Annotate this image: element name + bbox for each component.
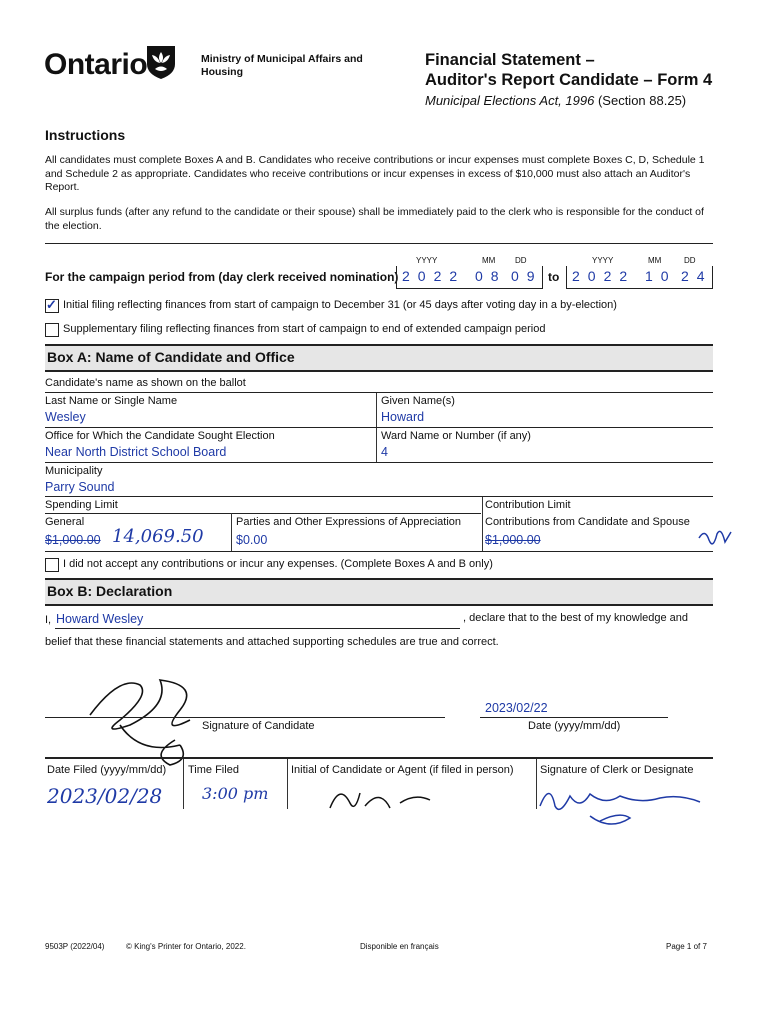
divider	[287, 759, 288, 809]
time-filed-field[interactable]: 3:00 pm	[202, 784, 269, 803]
declarant-name-field[interactable]: Howard Wesley	[56, 612, 144, 626]
divider	[482, 497, 483, 552]
last-name-field[interactable]: Wesley	[45, 410, 86, 424]
initial-filing-label: Initial filing reflecting finances from start of campaign to December 31 (or 45 days after voting day in a by-election)	[63, 299, 617, 311]
clerk-signature-label: Signature of Clerk or Designate	[540, 764, 694, 776]
form-title-line2: Auditor's Report Candidate – Form 4	[425, 71, 713, 89]
ontario-wordmark: Ontario	[44, 48, 148, 81]
to-date-box[interactable]	[566, 266, 713, 289]
act-name: Municipal Elections Act, 1996	[425, 93, 595, 108]
handwritten-initials-icon	[695, 524, 735, 552]
from-year: 2022	[402, 268, 466, 284]
divider	[183, 759, 184, 809]
divider	[55, 628, 460, 629]
spending-limit-label: Spending Limit	[45, 499, 118, 511]
candidate-signature-line	[45, 717, 445, 718]
act-reference	[425, 93, 755, 108]
box-b-header	[45, 580, 713, 606]
form-title-line1: Financial Statement –	[425, 51, 595, 69]
name-on-ballot-label: Candidate's name as shown on the ballot	[45, 377, 246, 389]
signature-of-candidate-label: Signature of Candidate	[202, 720, 315, 732]
to-day: 24	[681, 268, 713, 284]
given-name-field[interactable]: Howard	[381, 410, 425, 424]
contributions-label: Contributions from Candidate and Spouse	[485, 516, 690, 528]
contribution-limit-label: Contribution Limit	[485, 499, 571, 511]
divider	[45, 496, 713, 497]
initial-label: Initial of Candidate or Agent (if filed in person)	[291, 764, 514, 776]
to-year: 2022	[572, 268, 636, 284]
box-a-header	[45, 346, 713, 372]
mm-label-from: MM	[482, 256, 496, 265]
from-month: 08	[475, 268, 507, 284]
general-handwritten-correction: 14,069.50	[112, 526, 204, 547]
divider	[45, 513, 481, 514]
office-field[interactable]: Near North District School Board	[45, 445, 227, 459]
form-title	[425, 50, 755, 90]
copyright: © King's Printer for Ontario, 2022.	[126, 942, 246, 951]
contributions-field[interactable]: $1,000.00	[485, 533, 541, 547]
supplementary-filing-checkbox[interactable]	[45, 323, 59, 337]
box-a-heading: Box A: Name of Candidate and Office	[47, 349, 295, 365]
general-field[interactable]: $1,000.00	[45, 533, 101, 547]
divider	[45, 427, 713, 428]
no-contributions-label: I did not accept any contributions or incur any expenses. (Complete Boxes A and B only)	[63, 558, 493, 570]
ward-field[interactable]: 4	[381, 445, 388, 459]
municipality-field[interactable]: Parry Sound	[45, 480, 115, 494]
divider	[45, 551, 713, 552]
to-month: 10	[645, 268, 677, 284]
checkmark-icon: ✓	[46, 297, 57, 312]
declaration-text: , declare that to the best of my knowledge and	[463, 612, 689, 624]
municipality-label: Municipality	[45, 465, 103, 477]
instructions-paragraph-2: All surplus funds (after any refund to the candidate or their spouse) shall be immediately paid to the clerk who is responsible for the conduct of the election.	[45, 206, 704, 232]
clerk-section-rule	[45, 757, 713, 759]
date-filed-field[interactable]: 2023/02/28	[47, 784, 163, 808]
given-name-label: Given Name(s)	[381, 395, 455, 407]
form-number: 9503P (2022/04)	[45, 942, 105, 951]
office-label: Office for Which the Candidate Sought Election	[45, 430, 275, 442]
instructions-paragraph-1: All candidates must complete Boxes A and B. Candidates who receive contributions or incur expenses must complete Boxes C, D, Schedule 1 and Schedule 2 as appropriate. Candidates who receive contributions or incur expenses in excess of $10,000 must also attach an Auditor's Report.	[45, 154, 705, 193]
from-date-box[interactable]	[396, 266, 543, 289]
divider	[376, 393, 377, 463]
last-name-label: Last Name or Single Name	[45, 395, 178, 407]
from-day: 09	[511, 268, 543, 284]
yyyy-label-from: YYYY	[416, 256, 438, 265]
parties-field[interactable]: $0.00	[236, 533, 268, 547]
initial-filing-checkbox[interactable]	[45, 299, 59, 313]
ward-label: Ward Name or Number (if any)	[381, 430, 531, 442]
dd-label-from: DD	[515, 256, 527, 265]
box-b-heading: Box B: Declaration	[47, 583, 173, 599]
dd-label-to: DD	[684, 256, 696, 265]
page-number: Page 1 of 7	[666, 942, 707, 951]
trillium-logo-icon	[145, 44, 177, 80]
campaign-period-label: For the campaign period from (day clerk received nomination)	[45, 270, 399, 284]
declaration-date-field[interactable]: 2023/02/22	[485, 701, 548, 715]
yyyy-label-to: YYYY	[592, 256, 614, 265]
supplementary-filing-label: Supplementary filing reflecting finances from start of campaign to end of extended campaign period	[63, 323, 546, 335]
instructions-heading: Instructions	[45, 127, 126, 143]
initial-signature-icon	[320, 778, 440, 818]
to-label: to	[548, 270, 560, 284]
no-contributions-checkbox[interactable]	[45, 558, 59, 572]
divider	[45, 462, 713, 463]
time-filed-label: Time Filed	[188, 764, 239, 776]
date-format-label: Date (yyyy/mm/dd)	[528, 720, 621, 732]
date-filed-label: Date Filed (yyyy/mm/dd)	[47, 764, 167, 776]
divider	[45, 243, 713, 244]
act-section: (Section 88.25)	[597, 93, 687, 108]
mm-label-to: MM	[648, 256, 662, 265]
french-availability: Disponible en français	[360, 942, 439, 951]
declaration-i-label: I,	[45, 614, 52, 626]
parties-label: Parties and Other Expressions of Appreciation	[236, 516, 462, 528]
divider	[231, 513, 232, 551]
divider	[45, 392, 713, 393]
belief-text: belief that these financial statements and attached supporting schedules are true and correct.	[45, 636, 499, 648]
date-line	[480, 717, 668, 718]
ministry-name: Ministry of Municipal Affairs and Housing	[201, 53, 363, 78]
clerk-signature-icon	[530, 776, 710, 836]
general-label: General	[45, 516, 85, 528]
